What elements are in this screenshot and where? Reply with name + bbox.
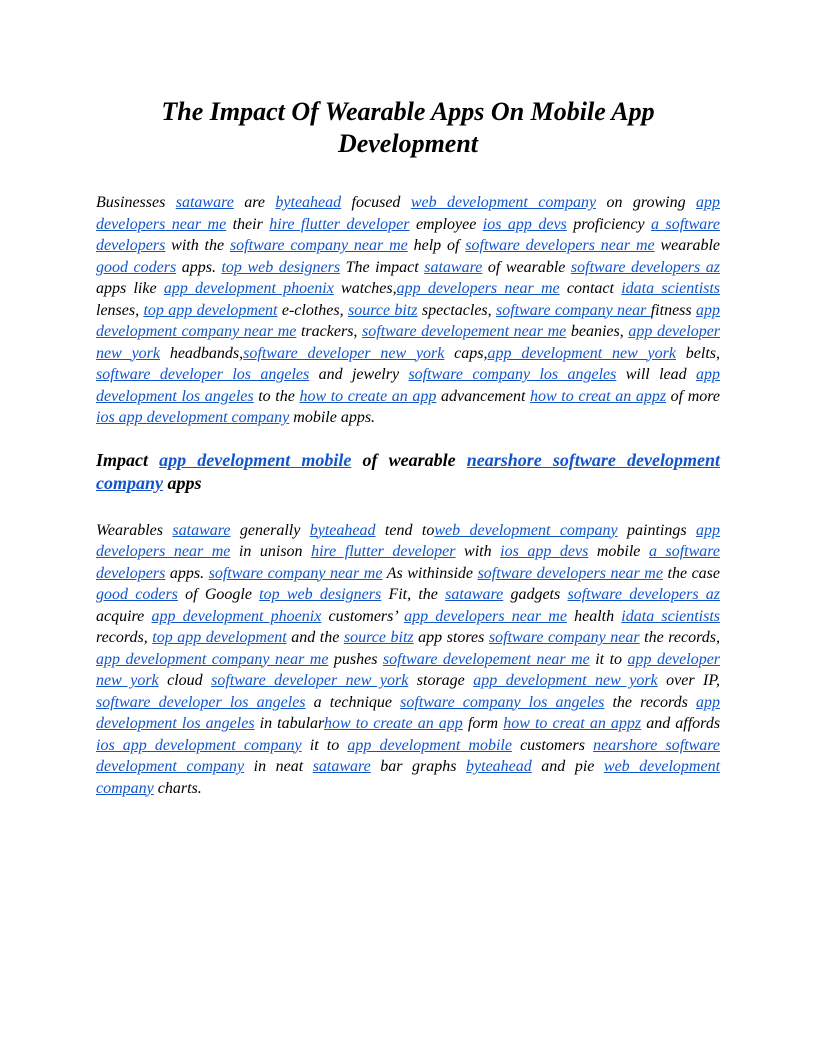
body-text: the records, bbox=[639, 629, 720, 646]
body-text: employee bbox=[409, 215, 483, 233]
hyperlink[interactable]: how to create an app bbox=[299, 387, 437, 405]
hyperlink[interactable]: software developers az bbox=[570, 258, 721, 276]
body-text: with bbox=[455, 543, 501, 560]
body-text: customers bbox=[511, 736, 594, 754]
hyperlink[interactable]: app developers near me bbox=[396, 280, 560, 297]
body-text: over IP, bbox=[657, 672, 721, 689]
body-text: will lead bbox=[616, 366, 697, 383]
hyperlink[interactable]: app development los angeles bbox=[96, 366, 721, 405]
hyperlink[interactable]: hire flutter developer bbox=[311, 543, 456, 560]
hyperlink[interactable]: app developer new york bbox=[96, 323, 721, 362]
body-text: of Google bbox=[177, 586, 260, 603]
body-text: and the bbox=[286, 629, 344, 646]
body-text: Fit, the bbox=[381, 586, 446, 603]
hyperlink[interactable]: software developers az bbox=[567, 586, 721, 603]
hyperlink[interactable]: app developers near me bbox=[96, 194, 721, 233]
body-text: charts. bbox=[153, 779, 202, 797]
hyperlink[interactable]: app development new york bbox=[487, 344, 676, 362]
hyperlink[interactable]: app developers near me bbox=[96, 521, 720, 560]
hyperlink[interactable]: software developers near me bbox=[477, 564, 663, 582]
body-text: focused bbox=[341, 194, 411, 211]
hyperlink[interactable]: a software developers bbox=[96, 543, 721, 582]
body-text: app stores bbox=[413, 629, 489, 646]
body-text: of more bbox=[666, 387, 721, 405]
body-text: As withinside bbox=[382, 564, 478, 582]
hyperlink[interactable]: ios app devs bbox=[482, 215, 567, 233]
hyperlink[interactable]: app development mobile bbox=[159, 449, 352, 470]
body-text: cloud bbox=[158, 672, 212, 689]
body-text: generally bbox=[230, 521, 310, 539]
body-text: contact bbox=[559, 280, 622, 297]
hyperlink[interactable]: app development company near me bbox=[96, 650, 329, 668]
hyperlink[interactable]: software developer new york bbox=[243, 344, 445, 362]
body-text: records, bbox=[96, 629, 153, 646]
body-text: gadgets bbox=[503, 586, 568, 603]
hyperlink[interactable]: top app development bbox=[152, 629, 287, 646]
hyperlink[interactable]: app development los angeles bbox=[96, 693, 720, 732]
hyperlink[interactable]: top app development bbox=[143, 301, 278, 319]
hyperlink[interactable]: software developer new york bbox=[211, 672, 409, 689]
hyperlink[interactable]: byteahead bbox=[466, 758, 532, 775]
hyperlink[interactable]: app developers near me bbox=[404, 607, 567, 625]
hyperlink[interactable]: sataware bbox=[175, 194, 234, 211]
body-text: the case bbox=[662, 564, 721, 582]
hyperlink[interactable]: top web designers bbox=[259, 586, 382, 603]
hyperlink[interactable]: web development company bbox=[410, 194, 597, 211]
body-text: in tabular bbox=[254, 715, 324, 732]
body-text: help of bbox=[407, 237, 466, 254]
body-text: of wearable bbox=[482, 258, 571, 276]
hyperlink[interactable]: how to creat an appz bbox=[503, 715, 642, 732]
hyperlink[interactable]: top web designers bbox=[221, 258, 341, 276]
body-text: health bbox=[566, 607, 622, 625]
body-text: apps like bbox=[96, 280, 164, 297]
body-text: in neat bbox=[244, 758, 313, 775]
hyperlink[interactable]: sataware bbox=[424, 258, 483, 276]
hyperlink[interactable]: hire flutter developer bbox=[269, 215, 410, 233]
hyperlink[interactable]: sataware bbox=[445, 586, 504, 603]
body-text: tend to bbox=[375, 521, 435, 539]
body-text: lenses, bbox=[96, 301, 144, 319]
body-text: form bbox=[462, 715, 504, 732]
body-text: and affords bbox=[641, 715, 721, 732]
hyperlink[interactable]: software company near me bbox=[208, 564, 383, 582]
hyperlink[interactable]: source bitz bbox=[343, 629, 414, 646]
heading-text: of wearable bbox=[351, 449, 467, 470]
heading-text: apps bbox=[163, 472, 202, 493]
body-text: e-clothes, bbox=[277, 301, 348, 319]
hyperlink[interactable]: ios app devs bbox=[500, 543, 589, 560]
body-text: beanies, bbox=[566, 323, 629, 340]
hyperlink[interactable]: good coders bbox=[96, 586, 178, 603]
body-text: pushes bbox=[328, 650, 383, 668]
hyperlink[interactable]: app development mobile bbox=[347, 736, 512, 754]
hyperlink[interactable]: web development company bbox=[434, 521, 618, 539]
hyperlink[interactable]: app development company near me bbox=[96, 301, 720, 340]
body-text: headbands, bbox=[160, 344, 244, 362]
hyperlink[interactable]: software developer los angeles bbox=[96, 366, 310, 383]
body-text: mobile apps. bbox=[289, 409, 376, 426]
body-text: apps. bbox=[165, 564, 209, 582]
body-text: mobile bbox=[588, 543, 649, 560]
body-text: spectacles, bbox=[417, 301, 497, 319]
hyperlink[interactable]: byteahead bbox=[309, 521, 376, 539]
hyperlink[interactable]: app developer new york bbox=[96, 650, 721, 689]
hyperlink[interactable]: app development new york bbox=[473, 672, 658, 689]
hyperlink[interactable]: a software developers bbox=[96, 215, 720, 254]
body-text: in unison bbox=[230, 543, 312, 560]
body-text: The impact bbox=[340, 258, 425, 276]
hyperlink[interactable]: ios app development company bbox=[96, 736, 302, 754]
hyperlink[interactable]: web development company bbox=[96, 758, 721, 797]
body-text: with the bbox=[165, 237, 230, 254]
hyperlink[interactable]: software company near me bbox=[229, 237, 408, 254]
hyperlink[interactable]: good coders bbox=[96, 258, 177, 276]
body-text: paintings bbox=[617, 521, 696, 539]
page-title: The Impact Of Wearable Apps On Mobile App Development bbox=[161, 97, 655, 158]
hyperlink[interactable]: how to create an app bbox=[324, 715, 463, 732]
body-text: watches, bbox=[333, 280, 397, 297]
hyperlink[interactable]: nearshore software development company bbox=[96, 449, 721, 493]
body-paragraph bbox=[96, 520, 720, 800]
document-page bbox=[96, 96, 720, 799]
hyperlink[interactable]: source bitz bbox=[347, 301, 418, 319]
hyperlink[interactable]: software company los angeles bbox=[400, 693, 605, 711]
body-text: on growing bbox=[596, 194, 697, 211]
body-text: fitness bbox=[650, 301, 696, 319]
hyperlink[interactable]: idata scientists bbox=[621, 280, 721, 297]
hyperlink[interactable]: idata scientists bbox=[621, 607, 721, 625]
body-text: storage bbox=[408, 672, 474, 689]
body-text: acquire bbox=[96, 607, 152, 625]
body-text: Wearables bbox=[96, 521, 173, 539]
body-text: belts, bbox=[675, 344, 721, 362]
body-text: it to bbox=[589, 650, 628, 668]
body-text: a technique bbox=[305, 693, 401, 711]
hyperlink[interactable]: software developer los angeles bbox=[96, 693, 306, 711]
body-text: wearable bbox=[654, 237, 721, 254]
body-text: and jewelry bbox=[309, 366, 409, 383]
body-text: and pie bbox=[531, 758, 604, 775]
hyperlink[interactable]: app development phoenix bbox=[163, 280, 334, 297]
intro-paragraph bbox=[96, 192, 720, 429]
body-text: bar graphs bbox=[370, 758, 467, 775]
body-text: it to bbox=[301, 736, 348, 754]
hyperlink[interactable]: sataware bbox=[172, 521, 231, 539]
hyperlink[interactable]: software company los angeles bbox=[408, 366, 617, 383]
body-text: the records bbox=[604, 693, 696, 711]
body-text: advancement bbox=[436, 387, 531, 405]
section-heading bbox=[96, 449, 720, 495]
hyperlink[interactable]: ios app development company bbox=[96, 409, 290, 426]
body-text: apps. bbox=[176, 258, 222, 276]
hyperlink[interactable]: software company near bbox=[496, 301, 651, 319]
body-text: Businesses bbox=[96, 194, 176, 211]
hyperlink[interactable]: software developement near me bbox=[362, 323, 567, 340]
body-text: are bbox=[233, 194, 276, 211]
body-text: to the bbox=[253, 387, 300, 405]
hyperlink[interactable]: app development phoenix bbox=[151, 607, 322, 625]
hyperlink[interactable]: sataware bbox=[312, 758, 371, 775]
body-text: trackers, bbox=[296, 323, 363, 340]
heading-text: Impact bbox=[96, 449, 160, 470]
hyperlink[interactable]: nearshore software development company bbox=[96, 736, 721, 775]
body-text: customers’ bbox=[321, 607, 405, 625]
hyperlink[interactable]: software developement near me bbox=[382, 650, 590, 668]
hyperlink[interactable]: software developers near me bbox=[465, 237, 655, 254]
body-text: their bbox=[226, 215, 270, 233]
hyperlink[interactable]: how to creat an appz bbox=[530, 387, 667, 405]
body-text: caps, bbox=[444, 344, 488, 362]
hyperlink[interactable]: software company near bbox=[488, 629, 640, 646]
body-text: proficiency bbox=[566, 215, 652, 233]
hyperlink[interactable]: byteahead bbox=[275, 194, 342, 211]
